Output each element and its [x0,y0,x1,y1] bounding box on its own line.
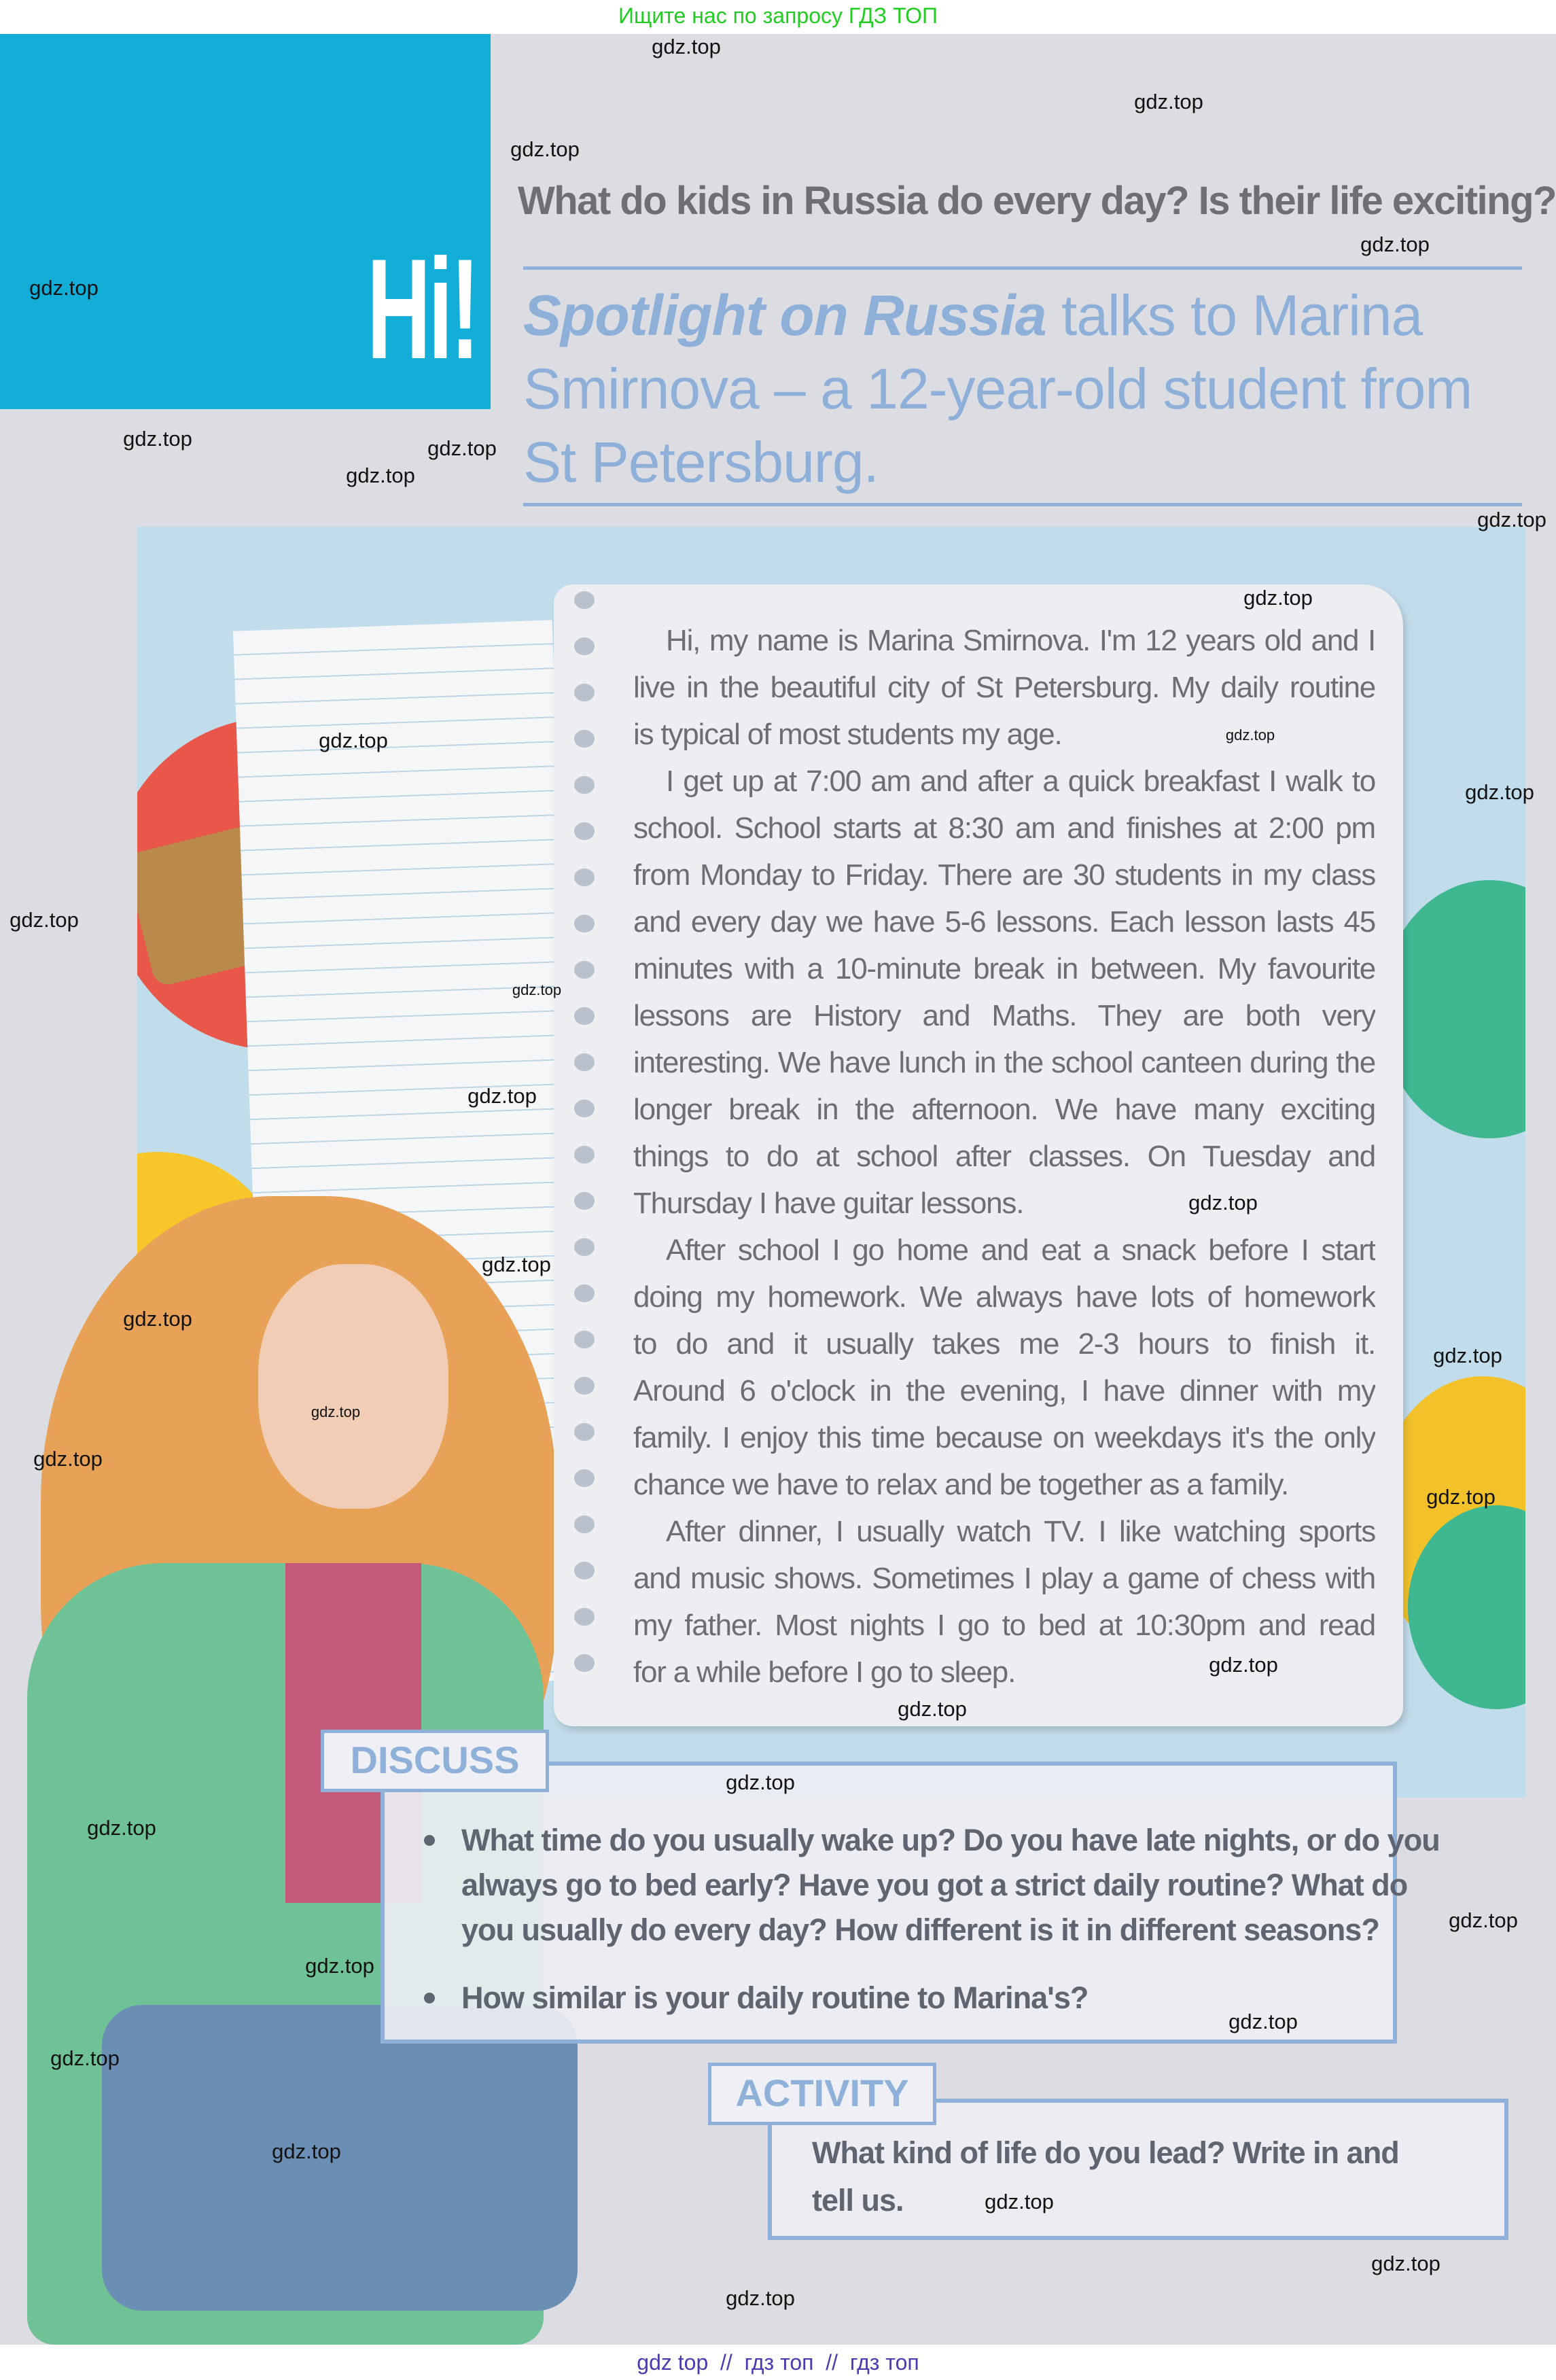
watermark: gdz.top [272,2139,341,2163]
watermark: gdz.top [305,1954,374,1978]
discuss-question-1 [461,1818,1440,1953]
watermark: gdz.top [1477,508,1546,531]
watermark: gdz.top [1209,1653,1278,1677]
paper-hole [574,1562,595,1579]
article-line: minutes with a 10-minute break in between. My favourite [633,952,1375,985]
paper-hole [574,1238,595,1256]
paper-hole [574,1146,595,1163]
watermark: gdz.top [726,2286,795,2310]
watermark: gdz.top [467,1084,537,1108]
paper-holes [574,591,595,1719]
watermark: gdz.top [482,1253,551,1276]
watermark: gdz.top [1243,586,1313,610]
paper-hole [574,1007,595,1025]
watermark: gdz.top [87,1816,156,1840]
watermark: gdz.top [1228,2010,1298,2033]
activity-prompt [812,2129,1399,2224]
article-line: lessons are History and Maths. They are both very [633,999,1375,1032]
article-line: school. School starts at 8:30 am and finishes at 2:00 pm [633,811,1375,845]
bullet [424,1993,435,2003]
article-line: and every day we have 5-6 lessons. Each lesson lasts 45 [633,905,1375,939]
watermark: gdz.top [1360,232,1430,256]
watermark: gdz.top [652,35,721,58]
article-line: things to do at school after classes. On Tuesday and [633,1140,1375,1173]
watermark: gdz.top [1134,90,1203,113]
paper-hole [574,961,595,979]
headline-rest: talks to Marina Smirnova – a 12-year-old student from St Petersburg. [523,283,1472,494]
paper-hole [574,1469,595,1487]
hi-color-block [0,34,491,409]
article-line: After dinner, I usually watch TV. I like watching sports [666,1515,1375,1548]
girl-face [258,1264,448,1509]
watermark: gdz.top [346,463,415,487]
discuss-question-2: How similar is your daily routine to Marina's? [461,1980,1089,2015]
watermark: gdz.top [1433,1344,1502,1367]
article-line: for a while before I go to sleep. [633,1656,1016,1689]
divider [523,503,1522,506]
text-line: What time do you usually wake up? Do you have late nights, or do you [461,1823,1440,1857]
watermark: gdz.top [510,137,580,161]
paper-hole [574,915,595,932]
paper-hole [574,1377,595,1395]
top-banner[interactable]: Ищите нас по запросу ГДЗ ТОП [0,0,1556,34]
watermark: gdz.top [1449,1908,1518,1932]
watermark: gdz.top [29,276,99,300]
article-line: from Monday to Friday. There are 30 students in my class [633,858,1375,892]
paper-hole [574,1654,595,1672]
article-line: to do and it usually takes me 2-3 hours to finish it. [633,1327,1375,1361]
watermark: gdz.top [1426,1485,1496,1509]
watermark: gdz.top [123,427,192,451]
article-line: my father. Most nights I go to bed at 10:30pm and read [633,1609,1375,1642]
article-line: live in the beautiful city of St Petersburg. My daily routine [633,671,1375,704]
article-line: chance we have to relax and be together as a family. [633,1468,1289,1501]
article-line: and music shows. Sometimes I play a game of chess with [633,1562,1375,1595]
watermark: gdz.top [123,1307,192,1331]
activity-label: ACTIVITY [708,2063,936,2125]
paper-hole [574,1331,595,1348]
watermark: gdz.top [1465,780,1534,804]
paper-hole [574,1100,595,1117]
article-line: family. I enjoy this time because on weekdays it's the only [633,1421,1375,1454]
paper-hole [574,776,595,794]
bullet [424,1835,435,1846]
article-line: longer break in the afternoon. We have many exciting [633,1093,1375,1126]
article-line: Around 6 o'clock in the evening, I have dinner with my [633,1374,1375,1407]
article-line: Hi, my name is Marina Smirnova. I'm 12 years old and I [666,624,1375,657]
article-line: After school I go home and eat a snack before I start [666,1233,1375,1267]
headline-brand: Spotlight on Russia [523,283,1046,347]
article-line: interesting. We have lunch in the school canteen during the [633,1046,1375,1079]
watermark: gdz.top [512,981,562,998]
watermark: gdz.top [1225,727,1275,743]
paper-hole [574,1516,595,1533]
paper-hole [574,869,595,886]
article-line: is typical of most students my age. [633,718,1062,751]
text-line: always go to bed early? Have you got a strict daily routine? What do [461,1868,1408,1902]
headline [523,279,1488,499]
question-heading: What do kids in Russia do every day? Is their life exciting? [518,179,1556,223]
hi-label: Hi! [367,229,478,389]
article-line: Thursday I have guitar lessons. [633,1187,1024,1220]
article-text [633,617,1375,1696]
paper-hole [574,1423,595,1441]
watermark: gdz.top [1188,1191,1258,1214]
watermark: gdz.top [898,1697,967,1721]
watermark: gdz.top [985,2190,1054,2213]
text-line: you usually do every day? How different is it in different seasons? [461,1912,1379,1947]
text-line: What kind of life do you lead? Write in and [812,2135,1399,2170]
text-line: tell us. [812,2183,904,2218]
watermark: gdz.top [10,908,79,932]
watermark: gdz.top [311,1403,361,1420]
paper-hole [574,822,595,840]
paper-hole [574,1053,595,1071]
watermark: gdz.top [33,1447,103,1471]
watermark: gdz.top [1371,2252,1440,2275]
paper-hole [574,637,595,655]
discuss-label: DISCUSS [321,1730,549,1792]
paper-hole [574,1192,595,1210]
article-line: doing my homework. We always have lots of homework [633,1280,1375,1314]
paper-hole [574,684,595,701]
paper-hole [574,591,595,609]
watermark: gdz.top [50,2046,120,2070]
footer-links[interactable]: gdz top // гдз топ // гдз топ [0,2345,1556,2380]
watermark: gdz.top [726,1770,795,1794]
divider [523,266,1522,270]
paper-hole [574,1608,595,1626]
paper-hole [574,1284,595,1302]
paper-hole [574,730,595,748]
watermark: gdz.top [427,436,497,460]
watermark: gdz.top [319,729,388,752]
article-line: I get up at 7:00 am and after a quick breakfast I walk to [666,765,1375,798]
